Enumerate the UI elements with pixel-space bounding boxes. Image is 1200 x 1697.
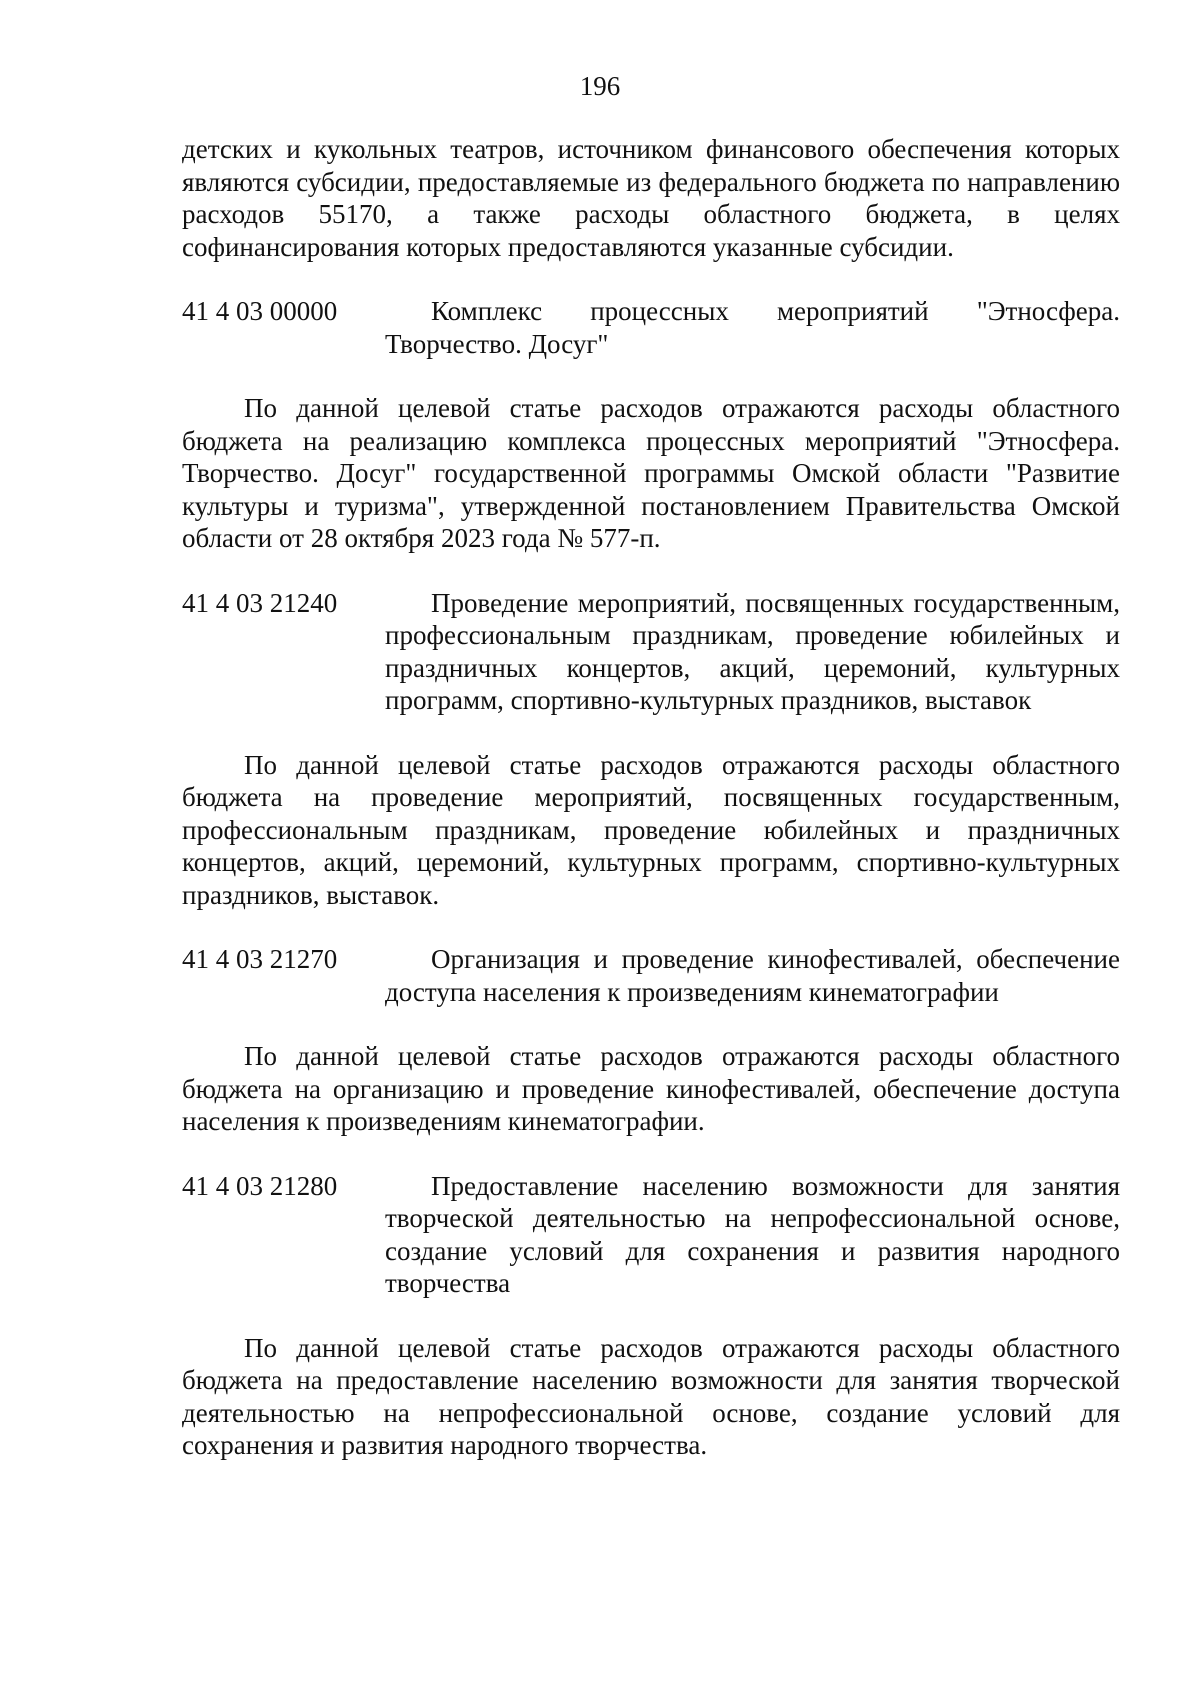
entry-code: 41 4 03 21240 <box>182 587 338 618</box>
entry-description: По данной целевой статье расходов отражаются расходы областного бюджета на реализацию комплекса процессных мероприятий "Этносфера. Творчество. Досуг" государственной программы Омской области "Развитие культуры и туризма", утвержденной постановлением Правительства Омской области от 28 октября 2023 года № 577-п. <box>182 393 1120 553</box>
intro-paragraph: детских и кукольных театров, источником финансового обеспечения которых являются субсидии, предоставляемые из федерального бюджета по направлению расходов 55170, а также расходы областного бюджета, в целях софинансирования которых предоставляются указанные субсидии. <box>182 134 1120 262</box>
entry-title: Проведение мероприятий, посвященных государственным, профессиональным праздникам, проведение юбилейных и праздничных концертов, акций, церемоний, культурных программ, спортивно-культурных праздников, выставок <box>385 587 1120 715</box>
entry-title: Организация и проведение кинофестивалей, обеспечение доступа населения к произведениям кинематографии <box>385 944 1120 1007</box>
entry-code: 41 4 03 21280 <box>182 1170 338 1201</box>
budget-entry <box>182 295 1120 360</box>
entry-code: 41 4 03 21270 <box>182 944 338 974</box>
entry-description: По данной целевой статье расходов отражаются расходы областного бюджета на организацию и проведение кинофестивалей, обеспечение доступа населения к произведениям кинематографии. <box>182 1041 1120 1136</box>
budget-entry <box>182 943 1120 1008</box>
entry-code: 41 4 03 00000 <box>182 296 338 326</box>
entry-description: По данной целевой статье расходов отражаются расходы областного бюджета на предоставление населению возможности для занятия творческой деятельностью на непрофессиональной основе, создание условий для сохранения и развития народного творчества. <box>182 1332 1120 1460</box>
budget-entry <box>182 1170 1120 1300</box>
page-number: 196 <box>579 71 621 101</box>
entry-title: Предоставление населению возможности для занятия творческой деятельностью на непрофессиональной основе, создание условий для сохранения и развития народного творчества <box>385 1170 1120 1298</box>
entry-title: Комплекс процессных мероприятий "Этносфера. Творчество. Досуг" <box>385 296 1120 359</box>
document-body <box>182 133 1120 1462</box>
budget-entry <box>182 587 1120 717</box>
entry-description: По данной целевой статье расходов отражаются расходы областного бюджета на проведение мероприятий, посвященных государственным, профессиональным праздникам, проведение юбилейных и праздничных концертов, акций, церемоний, культурных программ, спортивно-культурных праздников, выставок. <box>182 749 1120 910</box>
